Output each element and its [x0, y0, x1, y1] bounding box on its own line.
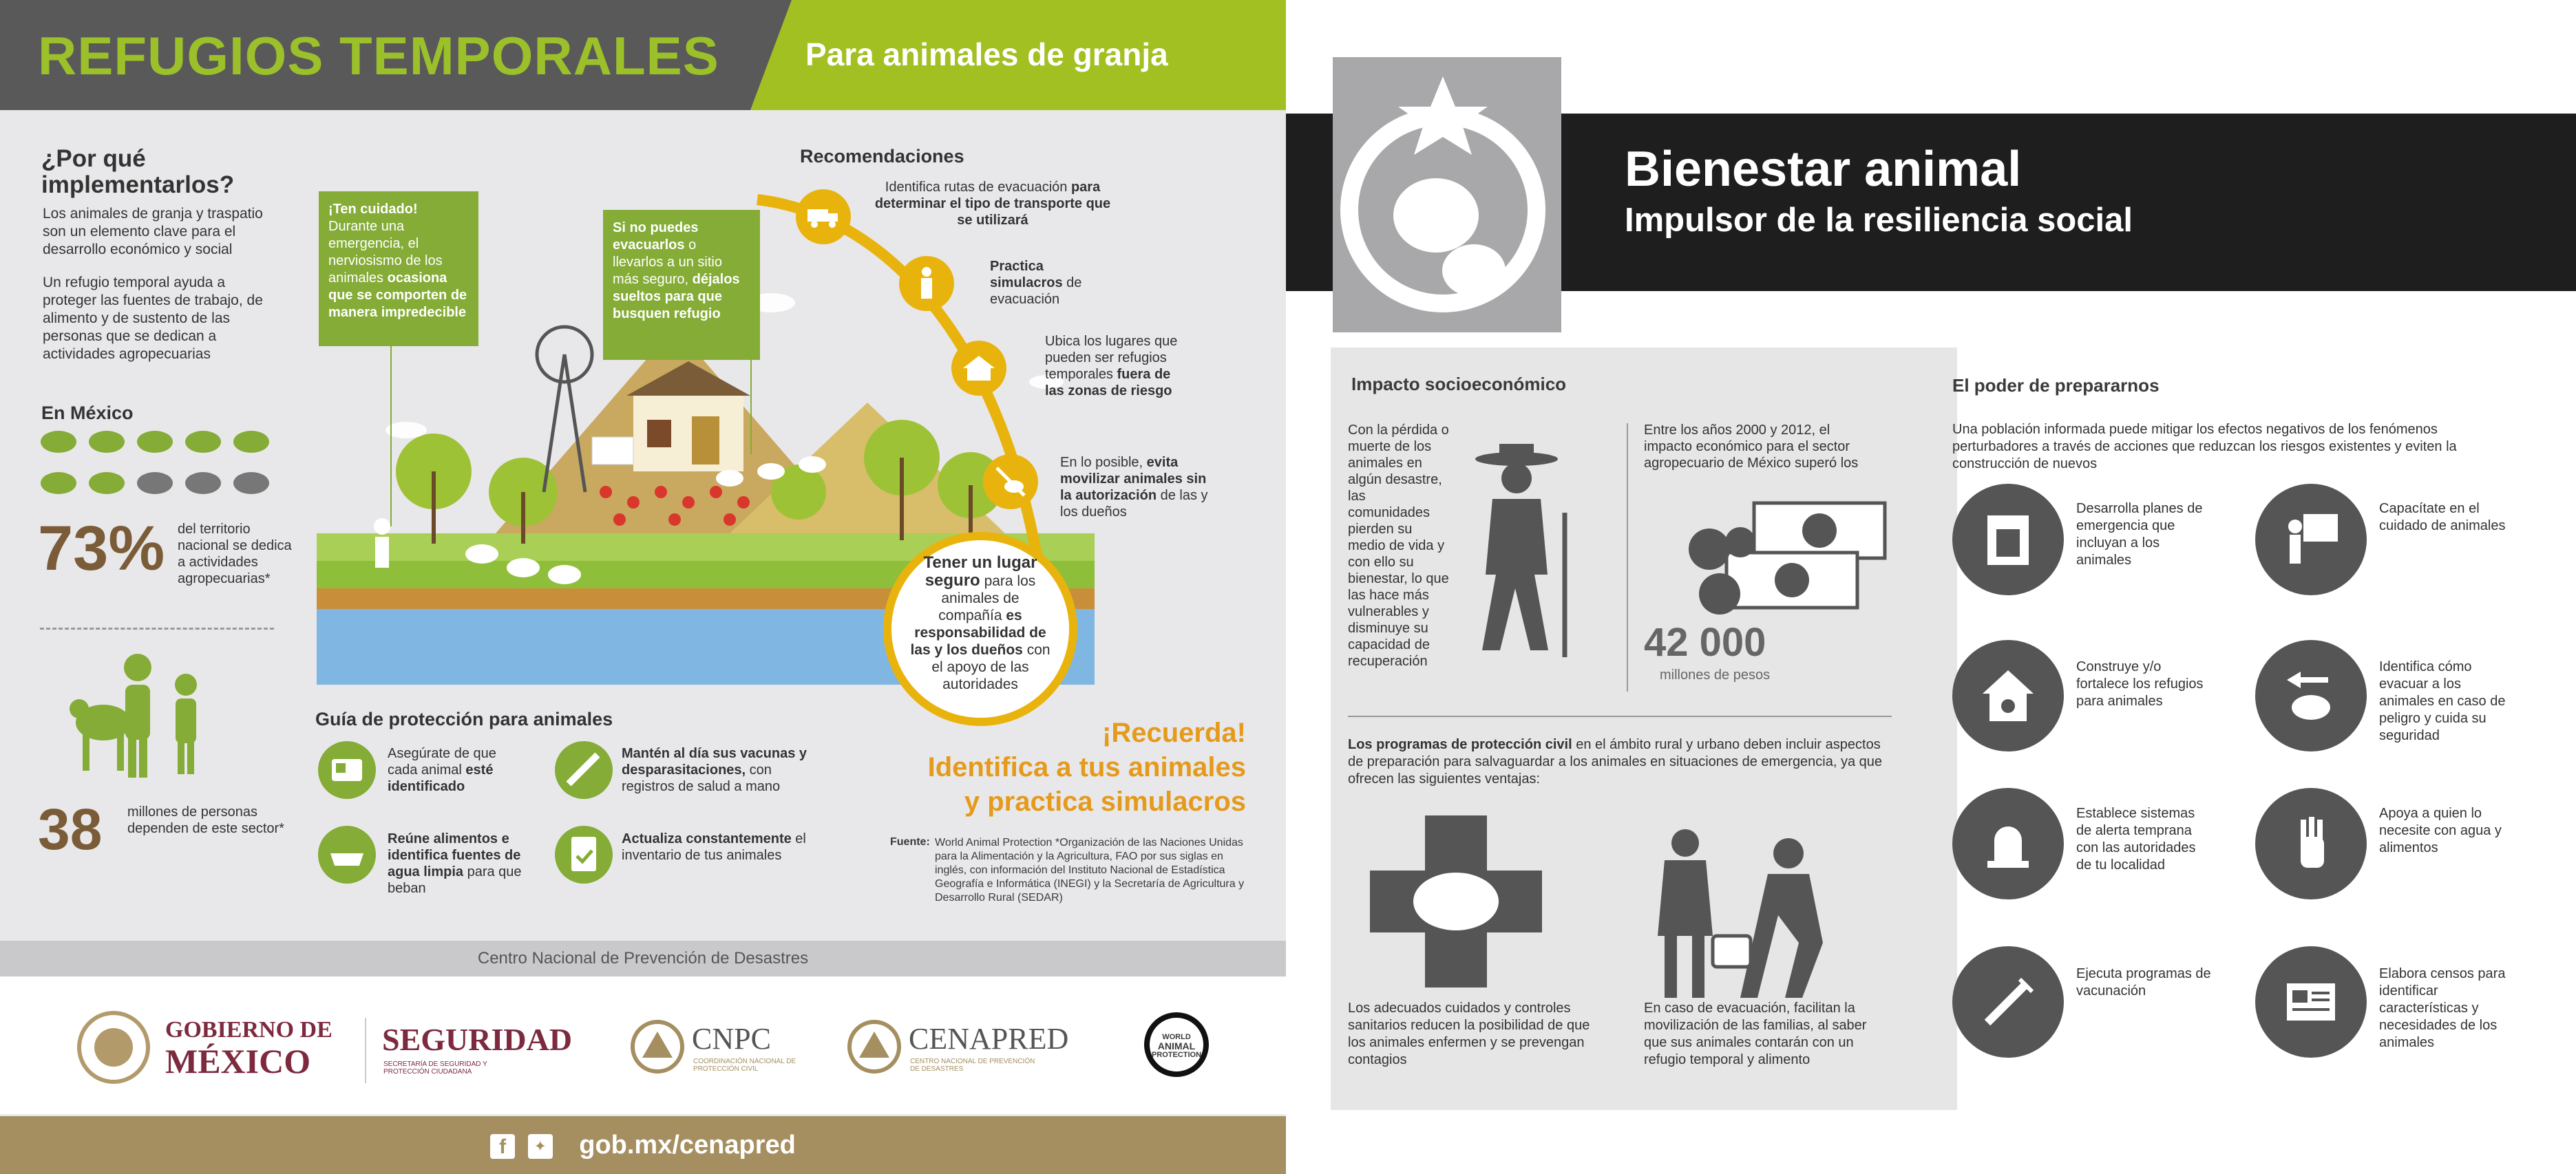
recommendation-4-bold: evita movilizar animales sin la autorización — [1060, 455, 1207, 503]
remember-line-1: ¡Recuerda! — [1102, 718, 1246, 748]
logos-strip — [0, 976, 1286, 1114]
recommendation-2-bold: Practica simulacros — [990, 259, 1063, 290]
safe-text: para los animales de compañía — [938, 573, 1036, 623]
guide-2-text: con registros de salud a mano — [622, 762, 781, 794]
facebook-icon[interactable]: f — [490, 1134, 515, 1159]
prepare-title: El poder de prepararnos — [1952, 375, 2160, 396]
wap-line-2: ANIMAL — [1157, 1040, 1196, 1052]
recommendation-4-text: En lo posible, — [1060, 455, 1143, 470]
prepare-intro: Una población informada puede mitigar los efectos negativos de los fenómenos perturbadores a través de acciones que reduzcan los riesgos existentes y eviten la construcción de nuevos — [1952, 422, 2457, 471]
guide-title: Guía de protección para animales — [315, 709, 613, 729]
shelter-location-icon — [951, 341, 1006, 396]
cnpc-sub: COORDINACIÓN NACIONAL DE PROTECCIÓN CIVIL — [693, 1058, 796, 1073]
recommendation-3-text: Ubica los lugares que pueden ser refugios temporales — [1045, 334, 1178, 382]
mexico-title: En México — [41, 403, 134, 423]
food-bowl-icon — [318, 826, 376, 884]
evacuate-icon — [2255, 640, 2367, 751]
why-title: ¿Por qué implementarlos? — [41, 145, 235, 198]
guide-1 — [388, 745, 525, 795]
why-paragraph-2: Un refugio temporal ayuda a proteger las fuentes de trabajo, de alimento y de sustento de las personas que se dedican a actividades agropecuarias — [43, 275, 263, 362]
footer-url[interactable]: gob.mx/cenapred — [579, 1131, 796, 1160]
prepare-item-6: Apoya a quien lo necesite con agua y alimentos — [2379, 806, 2502, 855]
remember-line-3: y practica simulacros — [964, 787, 1246, 817]
why-paragraph-1: Los animales de granja y traspatio son un elemento clave para el desarrollo económico y social — [43, 206, 263, 257]
guide-2 — [622, 745, 807, 795]
seguridad-sub: SECRETARÍA DE SEGURIDAD Y PROTECCIÓN CIUDADANA — [383, 1060, 487, 1076]
plan-icon — [1952, 484, 2064, 595]
twitter-icon[interactable]: ✦ — [528, 1134, 553, 1159]
recommendations-title: Recomendaciones — [800, 146, 964, 167]
care-title: ¡Ten cuidado! — [328, 202, 418, 217]
right-title: Bienestar animal — [1625, 142, 2022, 197]
source-text: World Animal Protection *Organización de las Naciones Unidas para la Alimentación y la Agricultura, FAO por sus siglas en inglés, con información del Instituto Nacional de Estadística Geografía e Informática (INEGI) y la Secretaría de Agricultura y Desarrollo Rural (SEDAR) — [935, 837, 1245, 904]
guide-3-text: para que beban — [388, 864, 522, 896]
release-text: o llevarlos a un sitio más seguro, — [613, 237, 722, 287]
recommendation-1 — [869, 179, 1117, 228]
impact-title: Impacto socioeconómico — [1351, 374, 1567, 394]
prepare-item-1: Desarrolla planes de emergencia que incluyan a los animales — [2076, 501, 2203, 568]
recommendation-4-tail: de las y los dueños — [1060, 488, 1208, 520]
prepare-item-3: Construye y/o fortalece los refugios para animales — [2076, 659, 2204, 709]
inventory-icon — [555, 826, 613, 884]
cenapred-emblem-icon — [847, 1019, 902, 1074]
percent-text: del territorio nacional se dedica a actividades agropecuarias* — [178, 522, 292, 586]
impact-amount-unit: millones de pesos — [1660, 668, 1771, 683]
care-bold: ocasiona que se comporten de manera impredecible — [328, 270, 467, 320]
prepare-item-4: Identifica cómo evacuar a los animales en caso de peligro y cuida su seguridad — [2379, 659, 2506, 743]
no-moving-icon — [983, 454, 1038, 509]
help-hand-icon — [2255, 788, 2367, 899]
alarm-icon — [1952, 788, 2064, 899]
left-subtitle: Para animales de granja — [805, 36, 1168, 72]
panel-divider — [1348, 716, 1892, 717]
programs-text — [1348, 736, 1899, 788]
safe-bold-1: Tener un lugar seguro — [923, 553, 1037, 590]
benefit-2: En caso de evacuación, facilitan la movilización de las familias, al saber que sus animales contarán con un refugio temporal y alimento — [1644, 1001, 1867, 1067]
guide-4-bold: Actualiza constantemente — [622, 831, 792, 846]
prepare-item-5: Establece sistemas de alerta temprana con las autoridades de tu localidad — [2076, 806, 2196, 873]
safe-place-badge — [883, 532, 1077, 726]
care-pointer-line — [390, 344, 392, 526]
recommendation-3-bold: fuera de las zonas de riesgo — [1045, 367, 1172, 398]
impact-right-text: Entre los años 2000 y 2012, el impacto económico para el sector agropecuario de México superó los — [1644, 423, 1859, 471]
benefit-1: Los adecuados cuidados y controles sanitarios reducen la posibilidad de que los animales enfermen y se prevengan contagios — [1348, 1001, 1590, 1067]
guide-4 — [622, 831, 807, 864]
prepare-item-2: Capacítate en el cuidado de animales — [2379, 501, 2506, 533]
prepare-item-7: Ejecuta programas de vacunación — [2076, 966, 2211, 999]
left-title: REFUGIOS TEMPORALES — [38, 25, 719, 86]
recommendation-4 — [1060, 454, 1208, 520]
gob-logo-text — [165, 1018, 332, 1080]
family-evacuating-icon — [1644, 826, 1844, 1005]
family-cow-icon — [69, 647, 220, 785]
programs-bold: Los programas de protección civil — [1348, 737, 1572, 752]
right-subtitle: Impulsor de la resiliencia social — [1625, 202, 2133, 239]
cenapred-sub: CENTRO NACIONAL DE PREVENCIÓN DE DESASTRES — [910, 1058, 1035, 1073]
impact-panel — [1331, 348, 1957, 1110]
impact-left-text: Con la pérdida o muerte de los animales en algún desastre, las comunidades pierden su medio de vida y con ello su bienestar, lo que las hace más vulnerables y disminuye su capacidad de recuperación — [1348, 423, 1449, 669]
remember-callout — [826, 716, 1246, 819]
gob-line-1: GOBIERNO DE — [165, 1017, 332, 1043]
programs-body: en el ámbito rural y urbano deben incluir aspectos de preparación para salvaguardar a los animales en situaciones de emergencia, ya que ofrecen las siguientes ventajas: — [1348, 737, 1883, 787]
right-page — [1286, 0, 2576, 1174]
percent-stat: 73% — [38, 513, 165, 584]
vaccine-icon — [1952, 946, 2064, 1058]
logo-divider — [365, 1018, 366, 1083]
cenapred-logo: CENAPRED — [909, 1022, 1069, 1056]
syringe-icon — [555, 741, 613, 799]
care-callout — [319, 191, 478, 346]
census-icon — [2255, 946, 2367, 1058]
impact-divider — [1627, 423, 1628, 692]
seguridad-logo: SEGURIDAD — [382, 1022, 573, 1057]
mexico-seal-icon — [76, 1010, 151, 1085]
impact-amount: 42 000 — [1644, 620, 1766, 665]
dog-cat-icon — [1333, 57, 1561, 332]
wap-line-3: PROTECTION — [1151, 1051, 1202, 1059]
people-stat: 38 — [38, 797, 103, 862]
cnpc-logo: CNPC — [692, 1022, 771, 1056]
release-callout — [603, 210, 760, 360]
recommendation-2 — [990, 258, 1114, 308]
training-icon — [2255, 484, 2367, 595]
shelter-icon — [1952, 640, 2064, 751]
safe-tail: con el apoyo de las autoridades — [931, 642, 1051, 692]
animal-welfare-logo — [1333, 57, 1561, 332]
id-card-icon — [318, 741, 376, 799]
people-text: millones de personas dependen de este sector* — [127, 804, 284, 836]
recommendation-2-text: de evacuación — [990, 275, 1082, 307]
recommendation-1-text: Identifica rutas de evacuación — [885, 180, 1068, 195]
money-icon — [1678, 498, 1892, 621]
center-bar: Centro Nacional de Prevención de Desastres — [0, 941, 1286, 976]
release-bold: déjalos sueltos para que busquen refugio — [613, 272, 740, 321]
recommendations-path — [750, 186, 1095, 612]
left-header — [0, 0, 1286, 110]
guide-1-text: Asegúrate de que cada animal — [388, 746, 496, 778]
release-title: Si no puedes evacuarlos — [613, 220, 699, 253]
gob-line-2: MÉXICO — [165, 1042, 311, 1080]
guide-3 — [388, 831, 539, 897]
source-label: Fuente: — [890, 836, 930, 848]
wap-line-1: WORLD — [1162, 1033, 1191, 1041]
care-text: Durante una emergencia, el nerviosismo de los animales — [328, 219, 443, 286]
pig-cross-icon — [1370, 815, 1542, 988]
drill-person-icon — [899, 256, 954, 311]
guide-4-text: el inventario de tus animales — [622, 831, 806, 863]
divider — [40, 628, 274, 630]
remember-line-2: Identifica a tus animales — [927, 752, 1246, 782]
guide-1-bold: esté identificado — [388, 762, 494, 794]
guide-2-bold: Mantén al día sus vacunas y desparasitaciones, — [622, 746, 807, 778]
farmer-walking-icon — [1461, 444, 1585, 664]
truck-icon — [796, 189, 851, 244]
recommendation-3 — [1045, 333, 1193, 399]
prepare-item-8: Elabora censos para identificar características y necesidades de los animales — [2379, 966, 2506, 1050]
cow-pictogram-grid — [38, 427, 279, 502]
guide-3-bold: Reúne alimentos e identifica fuentes de agua limpia — [388, 831, 521, 879]
wap-logo — [1144, 1012, 1209, 1077]
left-page — [0, 0, 1286, 1174]
footer-bar — [0, 1116, 1286, 1174]
cnpc-emblem-icon — [630, 1019, 685, 1074]
safe-bold-2: es responsabilidad de las y los dueños — [910, 608, 1046, 658]
recommendation-1-bold: para determinar el tipo de transporte que se utilizará — [874, 180, 1111, 228]
